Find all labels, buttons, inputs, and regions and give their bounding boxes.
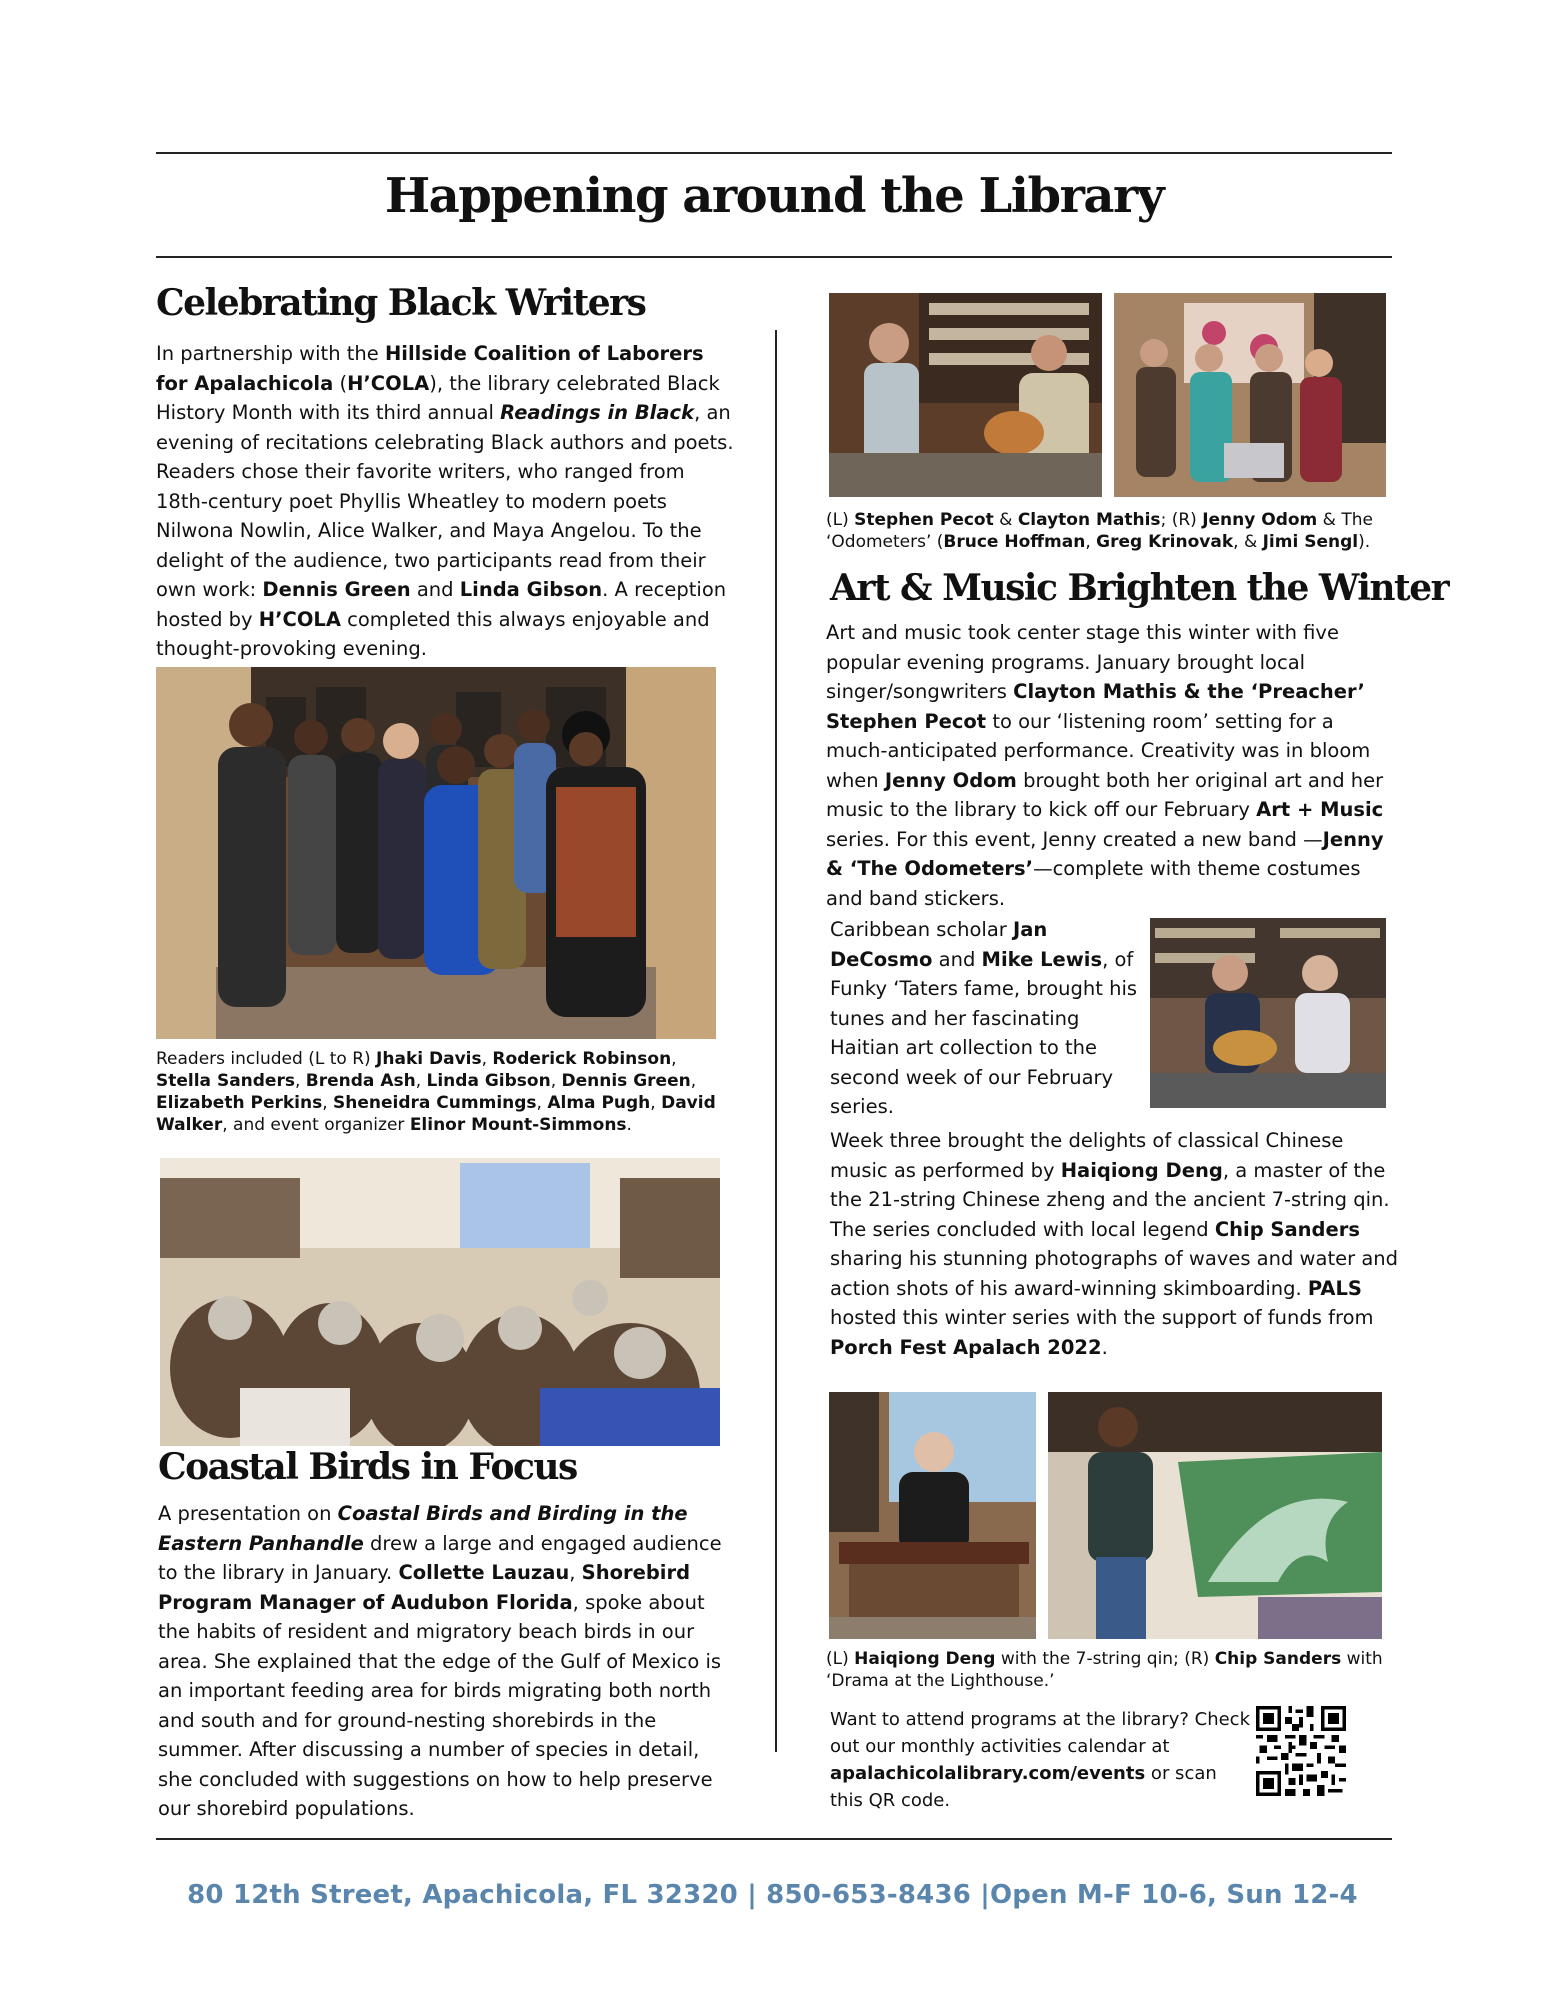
photo-pecot-mathis — [829, 293, 1102, 497]
photo-haiqiong-deng — [829, 1392, 1036, 1639]
bottom-rule — [156, 1838, 1392, 1840]
section-heading-black-writers: Celebrating Black Writers — [156, 282, 646, 324]
black-writers-paragraph: In partnership with the Hillside Coalition of Laborers for Apalachicola (H’COLA), the library celebrated Black History Month with its third annual Readings in Black, an evening of recitations celebrating Black authors and poets. Readers chose their favorite writers, who ranged from 18th-century poet Phyllis Wheatley to modern poets Nilwona Nowlin, Alice Walker, and Maya Angelou. To the delight of the audience, two participants read from their own work: Dennis Green and Linda Gibson. A reception hosted by H’COLA completed this always enjoyable and thought-provoking evening. — [156, 342, 734, 660]
art-music-paragraph-3: Week three brought the delights of classical Chinese music as performed by Haiqiong Deng, a master of the the 21-string Chinese zheng and the ancient 7-string qin. The series concluded with local legend Chip Sanders sharing his stunning photographs of waves and water and action shots of his award-winning skimboarding. PALS hosted this winter series with the support of funds from Porch Fest Apalach 2022. — [830, 1129, 1399, 1359]
photo-readers-group — [156, 667, 716, 1039]
photo-bird-presentation — [160, 1158, 720, 1446]
art-music-paragraph-2: Caribbean scholar Jan DeCosmo and Mike Lewis, of Funky ‘Taters fame, brought his tunes and her fascinating Haitian art collection to the second week of our February series. — [830, 918, 1138, 1118]
readers-caption: Readers included (L to R) Jhaki Davis, Roderick Robinson, Stella Sanders, Brenda Ash, Linda Gibson, Dennis Green, Elizabeth Perkins, Sheneidra Cummings, Alma Pugh, David Walker, and event organizer Elinor Mount-Simmons. — [156, 1049, 716, 1135]
photo-jenny-odometers — [1114, 293, 1386, 497]
section-heading-coastal-birds: Coastal Birds in Focus — [158, 1446, 577, 1488]
photo-decosmo-lewis — [1150, 918, 1386, 1108]
photo-chip-sanders — [1048, 1392, 1382, 1639]
deng-sanders-caption: (L) Haiqiong Deng with the 7-string qin; (R) Chip Sanders with ‘Drama at the Lighthouse.’ — [826, 1649, 1383, 1691]
footer-contact-info: 80 12th Street, Apachicola, FL 32320 | 850-653-8436 |Open M-F 10-6, Sun 12-4 — [187, 1880, 1358, 1910]
events-url-link[interactable]: apalachicolalibrary.com/events — [830, 1763, 1146, 1784]
column-divider — [775, 330, 777, 1752]
pecot-odom-caption: (L) Stephen Pecot & Clayton Mathis; (R) Jenny Odom & The ‘Odometers’ (Bruce Hoffman, Greg Krinovak, & Jimi Sengl). — [826, 510, 1373, 552]
qr-code-icon[interactable] — [1256, 1706, 1346, 1796]
coastal-birds-paragraph: A presentation on Coastal Birds and Birding in the Eastern Panhandle drew a large and engaged audience to the library in January. Collette Lauzau, Shorebird Program Manager of Audubon Florida, spoke about the habits of resident and migratory beach birds in our area. She explained that the edge of the Gulf of Mexico is an important feeding area for birds migrating both north and south and for ground-nesting shorebirds in the summer. After discussing a number of species in detail, she concluded with suggestions on how to help preserve our shorebird populations. — [158, 1502, 722, 1820]
events-promo: Want to attend programs at the library? Check out our monthly activities calendar at apalachicolalibrary.com/events or scan this QR code. — [830, 1709, 1250, 1811]
title-rule — [156, 256, 1392, 258]
art-music-paragraph-1: Art and music took center stage this winter with five popular evening programs. January brought local singer/songwriters Clayton Mathis & the ‘Preacher’ Stephen Pecot to our ‘listening room’ setting for a much-anticipated performance. Creativity was in bloom when Jenny Odom brought both her original art and her music to the library to kick off our February Art + Music series. For this event, Jenny created a new band —Jenny & ‘The Odometers’—complete with theme costumes and band stickers. — [826, 621, 1384, 910]
section-heading-art-music: Art & Music Brighten the Winter — [830, 567, 1449, 609]
page-title: Happening around the Library — [384, 168, 1164, 224]
top-rule — [156, 152, 1392, 154]
